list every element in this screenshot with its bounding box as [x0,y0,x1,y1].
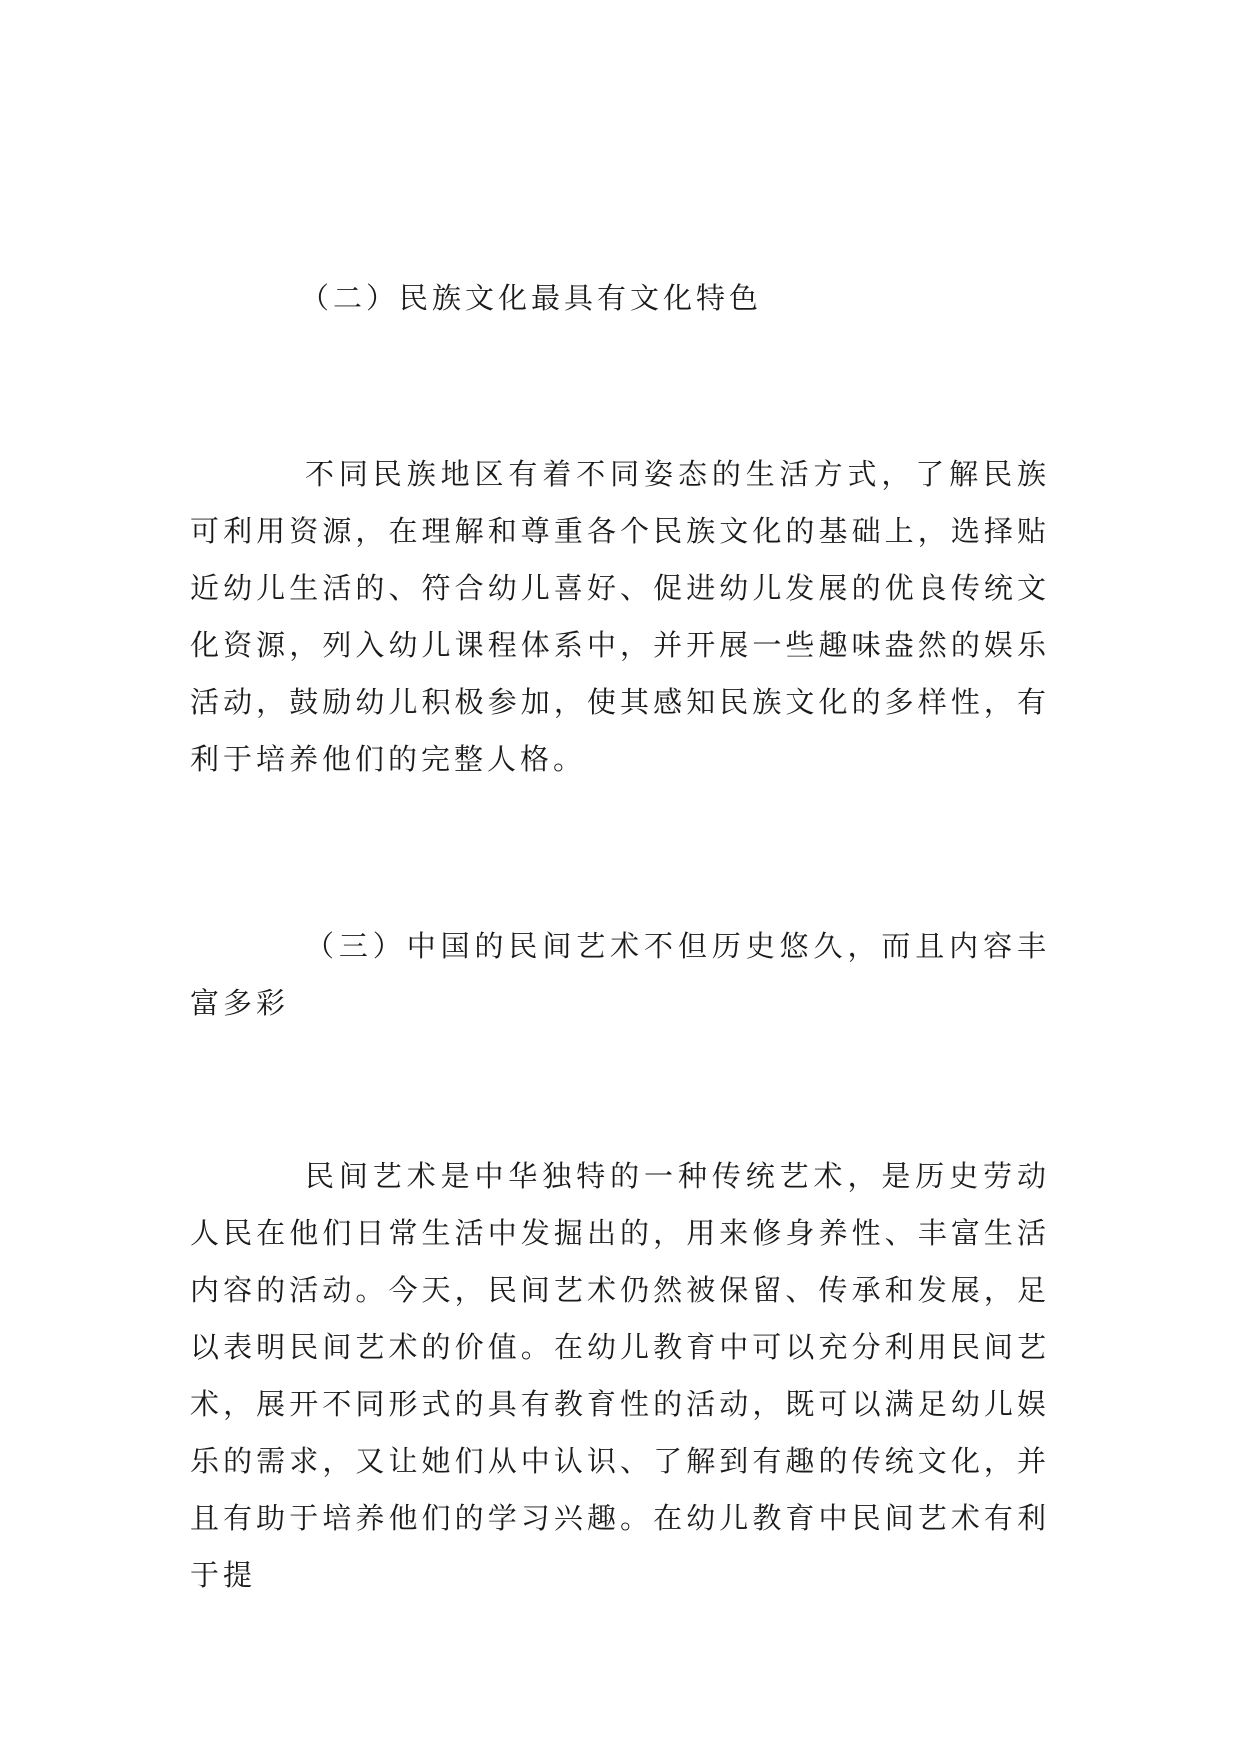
section-heading-2: （二）民族文化最具有文化特色 [300,281,763,315]
section-paragraph-3: 民间艺术是中华独特的一种传统艺术，是历史劳动人民在他们日常生活中发掘出的，用来修身养性、丰富生活内容的活动。今天，民间艺术仍然被保留、传承和发展，足以表明民间艺术的价值。在幼儿教育中可以充分利用民间艺术，展开不同形式的具有教育性的活动，既可以满足幼儿娱乐的需求，又让她们从中认识、了解到有趣的传统文化，并且有助于培养他们的学习兴趣。在幼儿教育中民间艺术有利于提 [190,1159,1050,1592]
section-paragraph-2: 不同民族地区有着不同姿态的生活方式，了解民族可利用资源，在理解和尊重各个民族文化的基础上，选择贴近幼儿生活的、符合幼儿喜好、促进幼儿发展的优良传统文化资源，列入幼儿课程体系中，并开展一些趣味盎然的娱乐活动，鼓励幼儿积极参加，使其感知民族文化的多样性，有利于培养他们的完整人格。 [190,457,1050,776]
section-heading-3: （三）中国的民间艺术不但历史悠久，而且内容丰富多彩 [190,929,1050,1020]
